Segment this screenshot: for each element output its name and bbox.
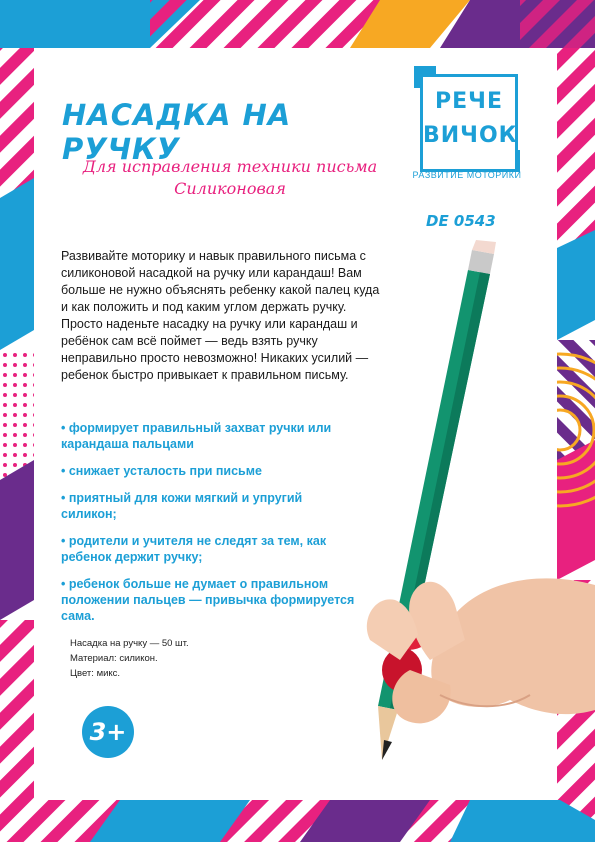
age-badge: 3+ — [82, 706, 134, 758]
page-title: НАСАДКА НА РУЧКУ — [62, 98, 292, 166]
logo-box — [420, 74, 518, 172]
subtitle — [70, 156, 390, 200]
subtitle-line-1: Для исправления техники письма — [82, 157, 378, 176]
logo-caption: РАЗВИТИЕ МОТОРИКИ — [412, 170, 522, 180]
feature-list — [61, 420, 361, 635]
spec-color: Цвет: микс. — [70, 668, 121, 679]
subtitle-line-2: Силиконовая — [174, 179, 286, 198]
logo-line-2: ВИЧОК — [423, 123, 518, 148]
brand-logo — [412, 64, 522, 194]
feature-item: • формирует правильный захват ручки или карандаша пальцами — [61, 421, 332, 451]
product-description: Развивайте моторику и навык правильного письма с силиконовой насадкой на ручку или карандаш! Вам больше не нужно объяснять ребенку какой палец куда и как положить и под каким углом держать ручку. Просто наденьте насадку на ручку или карандаш и ребёнок сам всё поймет — ведь взять ручку неправильно просто невозможно! Никаких усилий — ребенок быстро привыкает к правильном письму. — [61, 249, 380, 382]
feature-item: • снижает усталость при письме — [61, 464, 262, 478]
feature-item: • приятный для кожи мягкий и упругий силикон; — [61, 491, 303, 521]
feature-item: • родители и учителя не следят за тем, как ребенок держит ручку; — [61, 534, 327, 564]
spec-material: Материал: силикон. — [70, 653, 158, 664]
logo-line-1: РЕЧЕ — [435, 89, 503, 114]
product-specs — [70, 636, 189, 681]
spec-quantity: Насадка на ручку — 50 шт. — [70, 638, 189, 649]
hand-with-pencil-illustration — [330, 240, 595, 800]
product-code: DE 0543 — [426, 212, 496, 230]
feature-item: • ребенок больше не думает о правильном положении пальцев — привычка формируется сама. — [61, 577, 355, 623]
